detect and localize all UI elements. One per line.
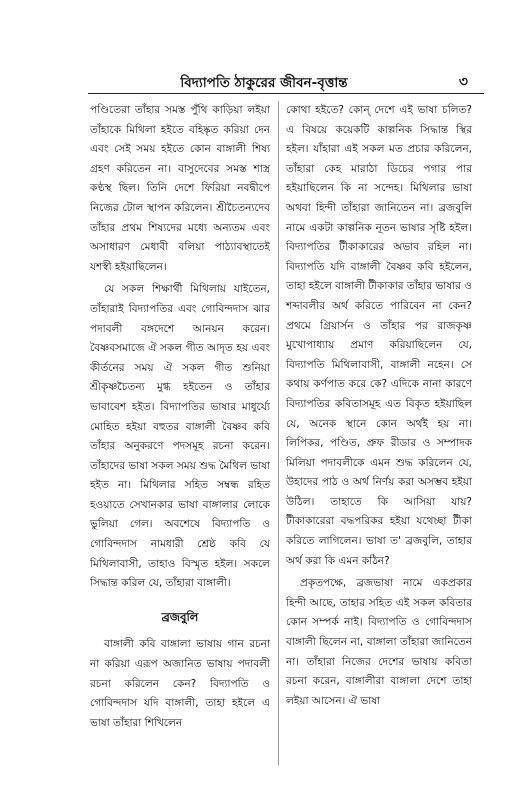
- column-divider: [278, 101, 279, 765]
- paragraph: যে সকল শিক্ষার্থী মিথিলায় যাইতেন, তাঁহারাই বিদ্যাপতির এবং গোবিন্দদাস ঝার পদাবলী বঙ্গদেশে আনয়ন করেন। বৈষ্ণবসমাজে ঐ সকল গীত আদৃত হয় এবং কীর্তনের সময় ঐ সকল গীত শুনিয়া শ্রীকৃষ্ণচৈতন্য মুগ্ধ হইতেন ও তাঁহার ভাবাবেশ হইত। বিদ্যাপতির ভাষার মাধুর্য্যে মোহিত হইয়া বহুতর বাঙ্গালী বৈষ্ণব কবি তাঁহার অনুকরণে পদসমূহ রচনা করেন। তাঁহাদের ভাষা সকল সময় শুদ্ধ মৈথিল ভাষা হইত না। মিথিলার সহিত সম্বন্ধ রহিত হওয়াতে সেখানকার ভাষা বাঙ্গালার লোকে ভুলিয়া গেল। অবশেষে বিদ্যাপতি ও গোবিন্দদাস নামধারী শ্রেষ্ঠ কবি যে মিথিলাবাসী, তাহাও বিস্মৃত হইল। সকলে সিদ্ধান্ত করিল যে, তাঁহারা বাঙ্গালী।: [90, 283, 270, 590]
- paragraph: পণ্ডিতেরা তাঁহার সমস্ত পুঁথি কাড়িয়া লইয়া তাঁহাকে মিথিলা হইতে বহিষ্কৃত করিয়া দেন এবং সেই সময় হইতে কোন বাঙ্গালী শিষ্য গ্রহণ করিতেন না। বাসুদেবের সমস্ত শাস্ত্র কণ্ঠস্থ ছিল। তিনি দেশে ফিরিয়া নবদ্বীপে নিজের টোল স্থাপন করিলেন। শ্রীচৈতন্যদেব তাঁহার প্রথম শিষ্যদের মধ্যে অন্যতম এবং অসাধারণ মেধাবী বলিয়া পাঠ্যাবস্থাতেই যশস্বী হইয়াছিলেন।: [90, 104, 270, 273]
- paragraph: কোথা হইতে? কোন্ দেশে এই ভাষা চলিত? এ বিষয়ে কয়েকটি কাল্পনিক সিদ্ধান্ত স্থির হইল। যাঁহারা এই সকল মত প্রচার করিলেন, তাঁহারা কেহ মারাঠা ডিচের পগার পার হইয়াছিলেন কি না সন্দেহ। মিথিলার ভাষা অথবা হিন্দী তাঁহারা জানিতেন না। ব্রজবুলি নামে একটা কাল্পনিক নূতন ভাষার সৃষ্টি হইল। বিদ্যাপতির টীকাকারের অভাব রহিল না। বিদ্যাপতি যদি বাঙ্গালী বৈষ্ণব কবি হইলেন, তাহা হইলে বাঙ্গালী টীকাকার তাঁহার ভাষার ও শব্দাবলীর অর্থ করিতে পারিবেন না কেন? প্রথমে গ্রিয়ার্সন ও তাঁহার পর রাজকৃষ্ণ মুখোপাধ্যায় প্রমাণ করিয়াছিলেন যে, বিদ্যাপতি মিথিলাবাসী, বাঙ্গালী নহেন। সে কথায় কর্ণপাত করে কে? এদিকে নানা কারণে বিদ্যাপতির কবিতাসমূহ এত বিকৃত হইয়াছিল যে, অনেক স্থানে কোন অর্থই হয় না। লিপিকর, পণ্ডিত, প্রুফ রীডার ও সম্পাদক মিলিয়া পদাবলীকে এমন শুদ্ধ করিলেন যে, উহাদের পাঠ ও অর্থ নির্ণয় করা অসম্ভব হইয়া উঠিল। তাহাতে কি আসিয়া যায়? টীকাকারেরা বদ্ধপরিকর হইয়া যথেচ্ছা টীকা করিতে লাগিলেন। ভাষা ত' ব্রজবুলি, তাহার অর্থ করা কি এমন কঠিন?: [286, 104, 473, 567]
- paragraph: বাঙ্গালী কবি বাঙ্গালা ভাষায় গান রচনা না করিয়া এরূপ অজানিত ভাষায় পদাবলী রচনা করিলেন কেন? বিদ্যাপতি ও গোবিন্দদাস যদি বাঙ্গালী, তাহা হইলে এ ভাষা তাঁহারা শিখিলেন: [90, 638, 270, 729]
- header-rule: [88, 93, 484, 94]
- right-column: [286, 101, 472, 711]
- page-header: [40, 70, 488, 92]
- paragraph: প্রকৃতপক্ষে, ব্রজভাষা নামে একপ্রকার হিন্দী আছে, তাহার সহিত এই সকল কবিতার কোন সম্পর্ক নাই। বিদ্যাপতি ও গোবিন্দদাস বাঙ্গালী ছিলেন না, বাঙ্গালা তাঁহারা জানিতেন না। তাঁহারা নিজের দেশের ভাষায় কবিতা রচনা করেন, বাঙ্গালীরা বাঙ্গালা দেশে তাহা লইয়া আসেন। ঐ ভাষা: [286, 577, 472, 707]
- page-number: ৩: [458, 74, 468, 90]
- section-heading: ব্রজবুলি: [161, 609, 199, 624]
- running-title: বিদ্যাপতি ঠাকুরের জীবন-বৃত্তান্ত: [180, 75, 348, 91]
- left-column: [90, 101, 270, 733]
